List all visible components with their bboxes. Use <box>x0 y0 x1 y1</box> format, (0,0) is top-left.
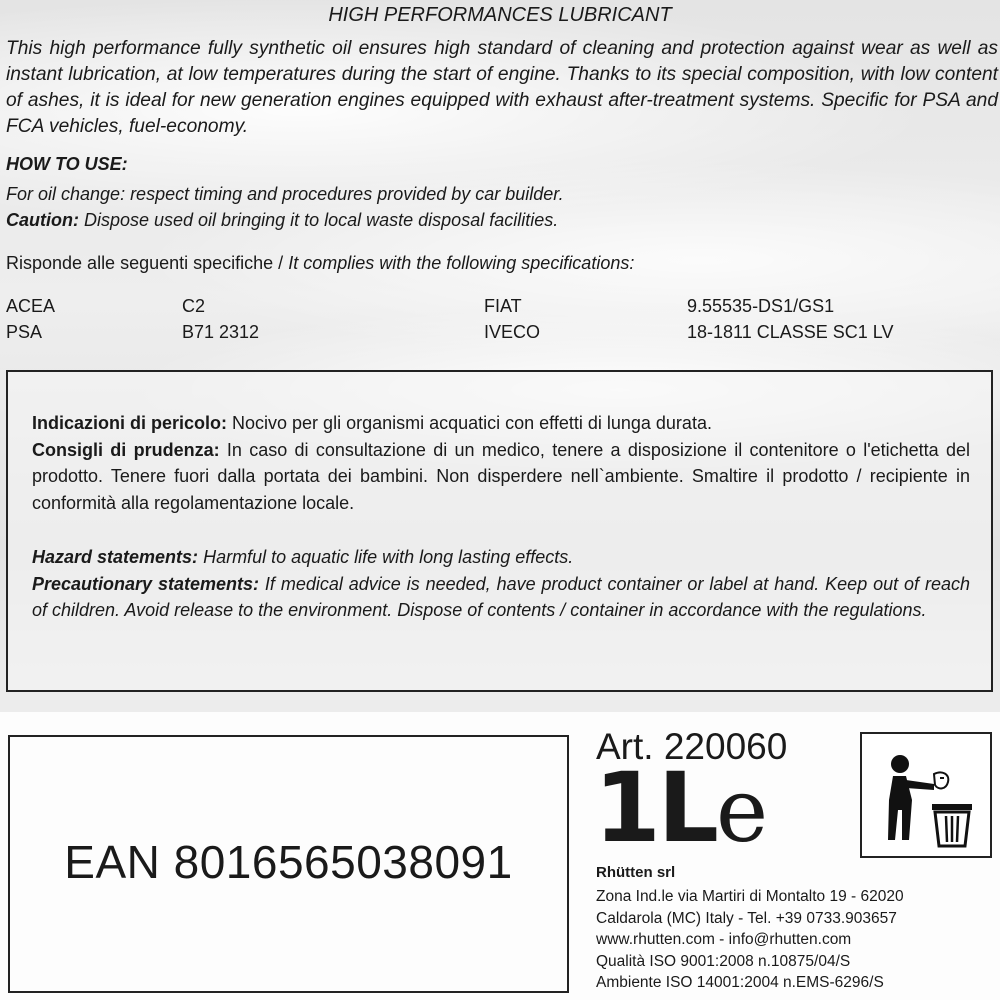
volume-number: 1 <box>594 752 658 864</box>
it-precaution-label: Consigli di prudenza: <box>32 439 220 460</box>
company-name: Rhütten srl <box>596 864 676 881</box>
hazard-italian <box>32 410 970 516</box>
estimated-e-mark: e <box>715 759 766 862</box>
oil-change-instruction: For oil change: respect timing and procedures provided by car builder. <box>6 184 564 204</box>
spec-intro-en: It complies with the following specifications: <box>288 253 635 273</box>
how-to-use-text <box>6 181 996 233</box>
article-number: Art. 220060 <box>596 726 788 767</box>
website-email-line: www.rhutten.com - info@rhutten.com <box>596 931 852 948</box>
spec-value: 18-1811 CLASSE SC1 LV <box>687 322 894 342</box>
spec-value: C2 <box>182 296 206 316</box>
hazard-english <box>32 544 970 624</box>
address-line: Zona Ind.le via Martiri di Montalto 19 - 62020 <box>596 888 904 905</box>
product-title: HIGH PERFORMANCES LUBRICANT <box>328 4 672 26</box>
it-precaution-text: In caso di consultazione di un medico, tenere a disposizione il contenitore o l'etichetta del prodotto. Tenere fuori dalla portata dei bambini. Non disperdere nell`ambiente. Smaltire il prodotto / recipiente in conformità alla regolamentazione locale. <box>32 439 971 513</box>
spec-name: ACEA <box>6 296 56 316</box>
it-precaution-statement <box>32 437 970 517</box>
caution-instruction <box>6 207 996 233</box>
company-address <box>596 886 904 994</box>
it-hazard-text: Nocivo per gli organismi acquatici con effetti di lunga durata. <box>227 413 712 433</box>
it-hazard-statement <box>32 410 970 437</box>
en-precaution-text: If medical advice is needed, have product container or label at hand. Keep out of reach of children. Avoid release to the environment. Dispose of contents / container in accordance with the regulations. <box>32 573 970 620</box>
spec-intro-it: Risponde alle seguenti specifiche / <box>6 253 289 273</box>
en-hazard-text: Harmful to aquatic life with long lasting effects. <box>198 547 574 567</box>
volume-unit: L <box>657 752 716 864</box>
volume-mark <box>594 752 766 864</box>
it-hazard-label: Indicazioni di pericolo: <box>32 413 228 433</box>
spec-value: B71 2312 <box>182 322 260 342</box>
en-hazard-statement <box>32 544 970 571</box>
spec-name: FIAT <box>484 296 522 316</box>
caution-text: Dispose used oil bringing it to local waste disposal facilities. <box>78 210 559 230</box>
how-to-use-heading: HOW TO USE: <box>6 154 128 174</box>
caution-label: Caution: <box>6 210 79 230</box>
en-hazard-label: Hazard statements: <box>32 547 199 567</box>
product-description: This high performance fully synthetic oil ensures high standard of cleaning and protection against wear as well as instant lubrication, at low temperatures during the start of engine. Thanks to its special composition, with low content of ashes, it is ideal for new generation engines equipped with exhaust after-treatment systems. Specific for PSA and FCA vehicles, fuel-economy. <box>6 38 998 137</box>
iso-environment-line: Ambiente ISO 14001:2004 n.EMS-6296/S <box>596 974 884 991</box>
disposal-symbol-box <box>860 732 992 858</box>
spec-name: PSA <box>6 322 43 342</box>
address-line: Caldarola (MC) Italy - Tel. +39 0733.903657 <box>596 909 897 927</box>
litter-bin-person-icon <box>862 734 990 856</box>
en-precaution-statement <box>32 571 970 624</box>
specifications-intro <box>6 253 634 274</box>
spec-value: 9.55535-DS1/GS1 <box>687 296 835 316</box>
ean-code: EAN 8016565038091 <box>64 836 513 888</box>
iso-quality-line: Qualità ISO 9001:2008 n.10875/04/S <box>596 952 851 970</box>
en-precaution-label: Precautionary statements: <box>32 573 259 594</box>
spec-name: IVECO <box>484 322 541 342</box>
